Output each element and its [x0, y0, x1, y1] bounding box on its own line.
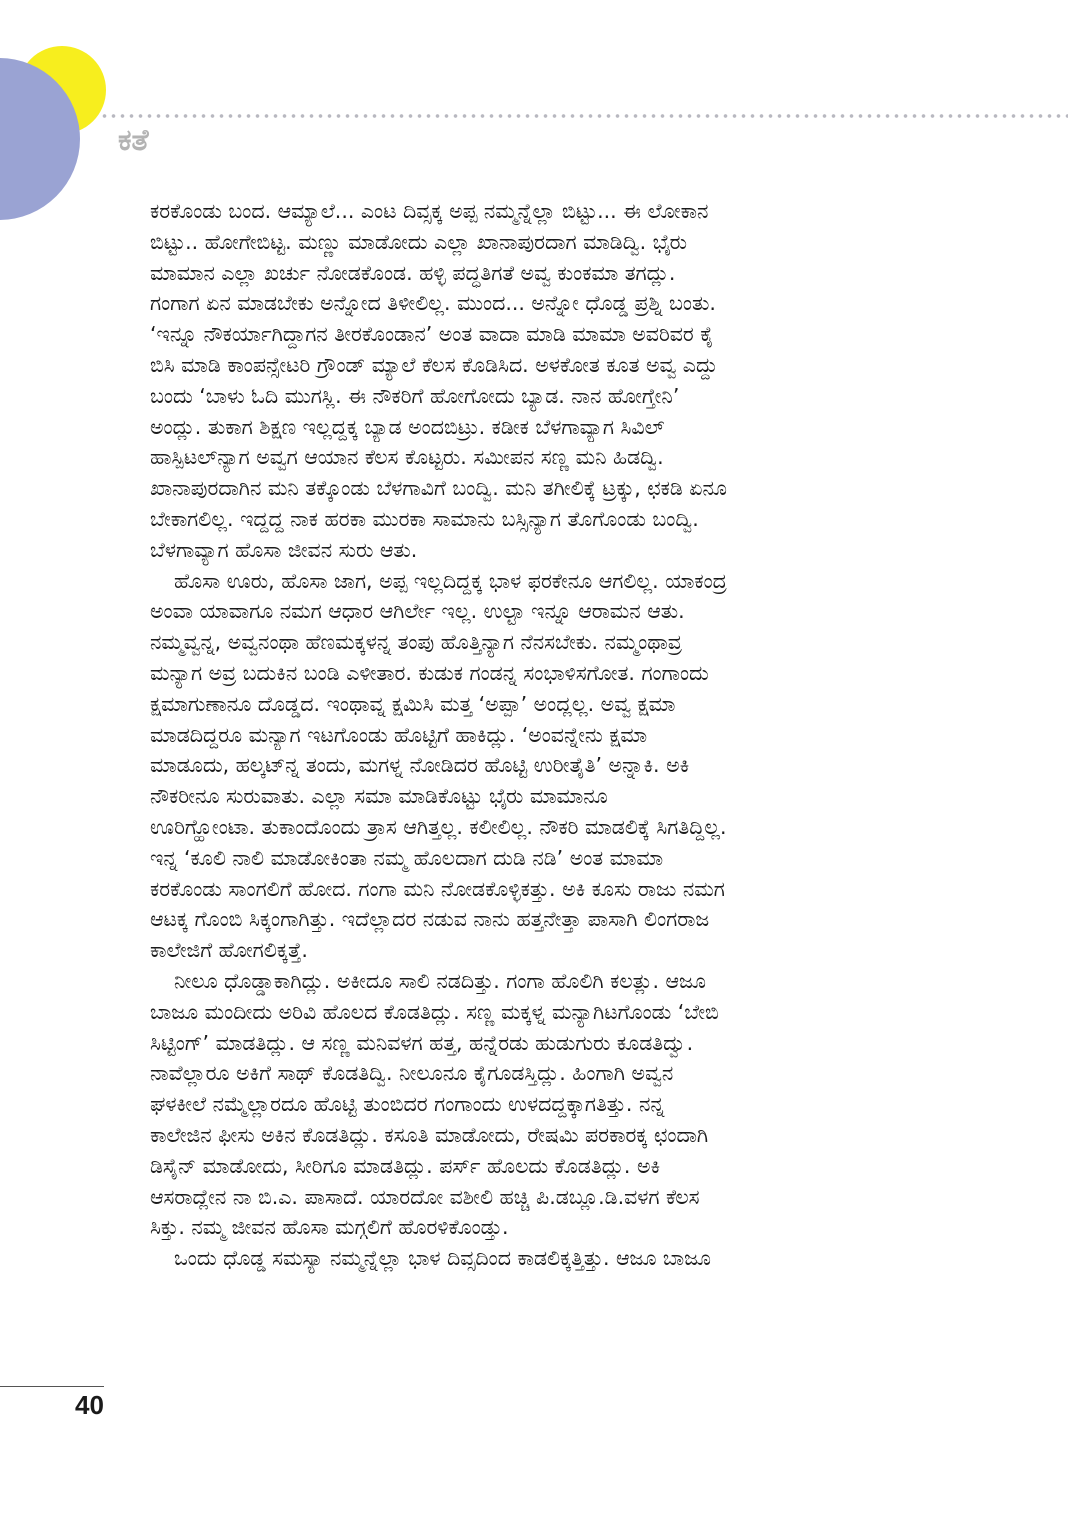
text-line: ಮನ್ಯಾಗ ಅವ್ರ ಬದುಕಿನ ಬಂಡಿ ಎಳೀತಾರ. ಕುಡುಕ ಗಂಡನ್ನ ಸಂಭಾಳಿಸಗೋತ. ಗಂಗಾಂದು — [150, 660, 709, 685]
text-line: ನಾವೆಲ್ಲಾರೂ ಅಕಿಗೆ ಸಾಥ್ ಕೊಡತಿದ್ವಿ. ನೀಲೂನೂ ಕೈಗೂಡಸ್ತಿದ್ಲು. ಹಿಂಗಾಗಿ ಅವ್ವನ — [150, 1061, 674, 1086]
text-line: ಬೇಕಾಗಲಿಲ್ಲ. ಇದ್ದದ್ದ ನಾಕ ಹರಕಾ ಮುರಕಾ ಸಾಮಾನು ಬಸ್ಸಿನ್ಯಾಗ ತೊಗೊಂಡು ಬಂದ್ವಿ. — [150, 506, 699, 531]
text-line: ಆಸರಾದ್ಲೇನ ನಾ ಬಿ.ಎ. ಪಾಸಾದೆ. ಯಾರದೋ ವಶೀಲಿ ಹಚ್ಚಿ ಪಿ.ಡಬ್ಲೂ.ಡಿ.ವಳಗ ಕೆಲಸ — [150, 1184, 700, 1209]
text-line: ಅಂವಾ ಯಾವಾಗೂ ನಮಗ ಆಧಾರ ಆಗಿರ್ಲೇ ಇಲ್ಲ. ಉಲ್ಟಾ ಇನ್ನೂ ಆರಾಮನ ಆತು. — [150, 599, 685, 624]
text-line: ಬಾಜೂ ಮಂದೀದು ಅರಿವಿ ಹೊಲದ ಕೊಡತಿದ್ಲು. ಸಣ್ಣ ಮಕ್ಕಳ್ನ ಮನ್ಯಾಗಿಟಗೊಂಡು ‘ಬೇಬಿ — [150, 999, 719, 1024]
text-line: ಕಾಲೇಜಿಗೆ ಹೋಗಲಿಕ್ಕತ್ತೆ. — [150, 938, 308, 963]
text-line: ಕ್ಷಮಾಗುಣಾನೂ ದೊಡ್ಡದ. ಇಂಥಾವ್ನ ಕ್ಷಮಿಸಿ ಮತ್ತ ‘ಅಪ್ಪಾ’ ಅಂದ್ಲಲ್ಲ. ಅವ್ವ ಕ್ಷಮಾ — [150, 691, 676, 716]
text-line: ಸಿಕ್ತು. ನಮ್ಮ ಜೀವನ ಹೊಸಾ ಮಗ್ಗಲಿಗೆ ಹೊರಳಿಕೊಂಡ್ತು. — [150, 1215, 509, 1240]
text-line: ನೀಲೂ ಧೊಡ್ಡಾಕಾಗಿದ್ಲು. ಅಕೀದೂ ಸಾಲಿ ನಡದಿತ್ತು. ಗಂಗಾ ಹೊಲಿಗಿ ಕಲತ್ಲು. ಆಜೂ — [174, 968, 706, 993]
text-line: ಸಿಟ್ಟಿಂಗ್’ ಮಾಡತಿದ್ಲು. ಆ ಸಣ್ಣ ಮನಿವಳಗ ಹತ್ತ, ಹನ್ನೆರಡು ಹುಡುಗುರು ಕೂಡತಿದ್ವು. — [150, 1030, 694, 1055]
text-line: ಮಾಮಾನ ಎಲ್ಲಾ ಖರ್ಚು ನೋಡಕೊಂಡ. ಹಳ್ಳಿ ಪದ್ಧತಿಗತೆ ಅವ್ವ ಕುಂಕಮಾ ತಗದ್ಲು. — [150, 260, 676, 285]
story-body — [150, 196, 910, 1274]
text-line: ಅಂದ್ಲು. ತುಕಾಗ ಶಿಕ್ಷಣ ಇಲ್ಲದ್ದಕ್ಕ ಬ್ಯಾಡ ಅಂದಬಿಟ್ರು. ಕಡೀಕ ಬೆಳಗಾವ್ಯಾಗ ಸಿವಿಲ್ — [150, 414, 665, 439]
text-line: ಇನ್ನ ‘ಕೂಲಿ ನಾಲಿ ಮಾಡೋಕಿಂತಾ ನಮ್ಮ ಹೊಲದಾಗ ದುಡಿ ನಡಿ’ ಅಂತ ಮಾಮಾ — [150, 845, 664, 870]
page-number: 40 — [75, 1390, 104, 1420]
text-line: ಘಳಕೀಲೆ ನಮ್ಮೆಲ್ಲಾರದೂ ಹೊಟ್ಟಿ ತುಂಬಿದರ ಗಂಗಾಂದು ಉಳದದ್ದಕ್ಕಾಗತಿತ್ತು. ನನ್ನ — [150, 1092, 665, 1117]
header-dotted-rule — [100, 113, 1068, 119]
footer-rule — [0, 1386, 104, 1387]
section-label: ಕತೆ — [118, 123, 149, 158]
text-line: ಮಾಡೂದು, ಹಲ್ಕಟ್‌ನ್ನ ತಂದು, ಮಗಳ್ನ ನೋಡಿದರ ಹೊಟ್ಟಿ ಉರೀತೈತಿ’ ಅನ್ನಾಕಿ. ಅಕಿ — [150, 753, 690, 778]
text-line: ಹೊಸಾ ಊರು, ಹೊಸಾ ಜಾಗ, ಅಪ್ಪ ಇಲ್ಲದಿದ್ದಕ್ಕ ಭಾಳ ಫರಕೇನೂ ಆಗಲಿಲ್ಲ. ಯಾಕಂದ್ರ — [174, 568, 727, 593]
text-line: ಊರಿಗ್ಹೋಂಟಾ. ತುಕಾಂದೊಂದು ತ್ರಾಸ ಆಗಿತ್ತಲ್ಲ. ಕಲೀಲಿಲ್ಲ. ನೌಕರಿ ಮಾಡಲಿಕ್ಕೆ ಸಿಗತಿದ್ದಿಲ್ಲ. — [150, 814, 727, 839]
text-line: ಬಂದು ‘ಬಾಳು ಓದಿ ಮುಗಸ್ಲಿ. ಈ ನೌಕರಿಗೆ ಹೋಗೋದು ಬ್ಯಾಡ. ನಾನ ಹೋಗ್ತೇನಿ’ — [150, 383, 680, 408]
text-line: ಖಾನಾಪುರದಾಗಿನ ಮನಿ ತಕ್ಕೊಂಡು ಬೆಳಗಾವಿಗೆ ಬಂದ್ವಿ. ಮನಿ ತಗೀಲಿಕ್ಕೆ ಟ್ರಕ್ಕು, ಛಕಡಿ ಏನೂ — [150, 476, 728, 501]
text-line: ಬಿಸಿ ಮಾಡಿ ಕಾಂಪನ್ಸೇಟರಿ ಗ್ರೌಂಡ್ ಮ್ಯಾಲೆ ಕೆಲಸ ಕೊಡಿಸಿದ. ಅಳಕೋತ ಕೂತ ಅವ್ವ ಎದ್ದು — [150, 352, 718, 377]
text-line: ‘ಇನ್ನೂ ನೌಕರ್ಯಾಗಿದ್ದಾಗನ ತೀರಕೊಂಡಾನ’ ಅಂತ ವಾದಾ ಮಾಡಿ ಮಾಮಾ ಅವರಿವರ ಕೈ — [150, 322, 714, 347]
text-line: ನೌಕರೀನೂ ಸುರುವಾತು. ಎಲ್ಲಾ ಸಮಾ ಮಾಡಿಕೊಟ್ಟು ಭೈರು ಮಾಮಾನೂ — [150, 784, 608, 809]
text-line: ಬೆಳಗಾವ್ಯಾಗ ಹೊಸಾ ಜೀವನ ಸುರು ಆತು. — [150, 537, 418, 562]
text-line: ಬಿಟ್ಟು.. ಹೋಗೇಬಿಟ್ಟ. ಮಣ್ಣು ಮಾಡೋದು ಎಲ್ಲಾ ಖಾನಾಪುರದಾಗ ಮಾಡಿದ್ವಿ. ಭೈರು — [150, 229, 687, 254]
text-line: ಗಂಗಾಗ ಏನ ಮಾಡಬೇಕು ಅನ್ನೋದ ತಿಳೀಲಿಲ್ಲ. ಮುಂದ... ಅನ್ನೋ ಧೊಡ್ಡ ಪ್ರಶ್ನಿ ಬಂತು. — [150, 291, 716, 316]
text-line: ಕಾಲೇಜಿನ ಫೀಸು ಅಕಿನ ಕೊಡತಿದ್ಲು. ಕಸೂತಿ ಮಾಡೋದು, ರೇಷಮಿ ಪರಕಾರಕ್ಕ ಛಂದಾಗಿ — [150, 1122, 709, 1147]
text-line: ಮಾಡದಿದ್ದರೂ ಮನ್ಯಾಗ ಇಟಗೊಂಡು ಹೊಟ್ಟಿಗೆ ಹಾಕಿದ್ಲು. ‘ಅಂವನ್ನೇನು ಕ್ಷಮಾ — [150, 722, 648, 747]
text-line: ಡಿಸೈನ್ ಮಾಡೋದು, ಸೀರಿಗೂ ಮಾಡತಿದ್ಲು. ಪರ್ಸ್ ಹೊಲದು ಕೊಡತಿದ್ಲು. ಅಕಿ — [150, 1153, 661, 1178]
text-line: ನಮ್ಮವ್ವನ್ನ, ಅವ್ವನಂಥಾ ಹೆಣಮಕ್ಕಳನ್ನ ತಂಪು ಹೊತ್ತಿನ್ಯಾಗ ನೆನಸಬೇಕು. ನಮ್ಮಂಥಾವ್ರ — [150, 630, 682, 655]
text-line: ಒಂದು ಧೊಡ್ಡ ಸಮಸ್ಯಾ ನಮ್ಮನ್ನೆಲ್ಲಾ ಭಾಳ ದಿವ್ಸದಿಂದ ಕಾಡಲಿಕ್ಕತ್ತಿತ್ತು. ಆಜೂ ಬಾಜೂ — [174, 1246, 712, 1271]
text-line: ಆಟಕ್ಕ ಗೊಂಬಿ ಸಿಕ್ಕಂಗಾಗಿತ್ತು. ಇದೆಲ್ಲಾದರ ನಡುವ ನಾನು ಹತ್ತನೇತ್ತಾ ಪಾಸಾಗಿ ಲಿಂಗರಾಜ — [150, 907, 710, 932]
text-line: ಹಾಸ್ಪಿಟಲ್‌ನ್ಯಾಗ ಅವ್ವಗ ಆಯಾನ ಕೆಲಸ ಕೊಟ್ಟರು. ಸಮೀಪನ ಸಣ್ಣ ಮನಿ ಹಿಡದ್ವಿ. — [150, 445, 664, 470]
text-line: ಕರಕೊಂಡು ಬಂದ. ಆಮ್ಯಾಲೆ... ಎಂಟ ದಿವ್ಸಕ್ಕ ಅಪ್ಪ ನಮ್ಮನ್ನೆಲ್ಲಾ ಬಿಟ್ಟು... ಈ ಲೋಕಾನ — [150, 199, 709, 223]
text-line: ಕರಕೊಂಡು ಸಾಂಗಲಿಗೆ ಹೋದ. ಗಂಗಾ ಮನಿ ನೋಡಕೊಳ್ಳಿಕತ್ತು. ಅಕಿ ಕೂಸು ರಾಜು ನಮಗ — [150, 876, 725, 901]
